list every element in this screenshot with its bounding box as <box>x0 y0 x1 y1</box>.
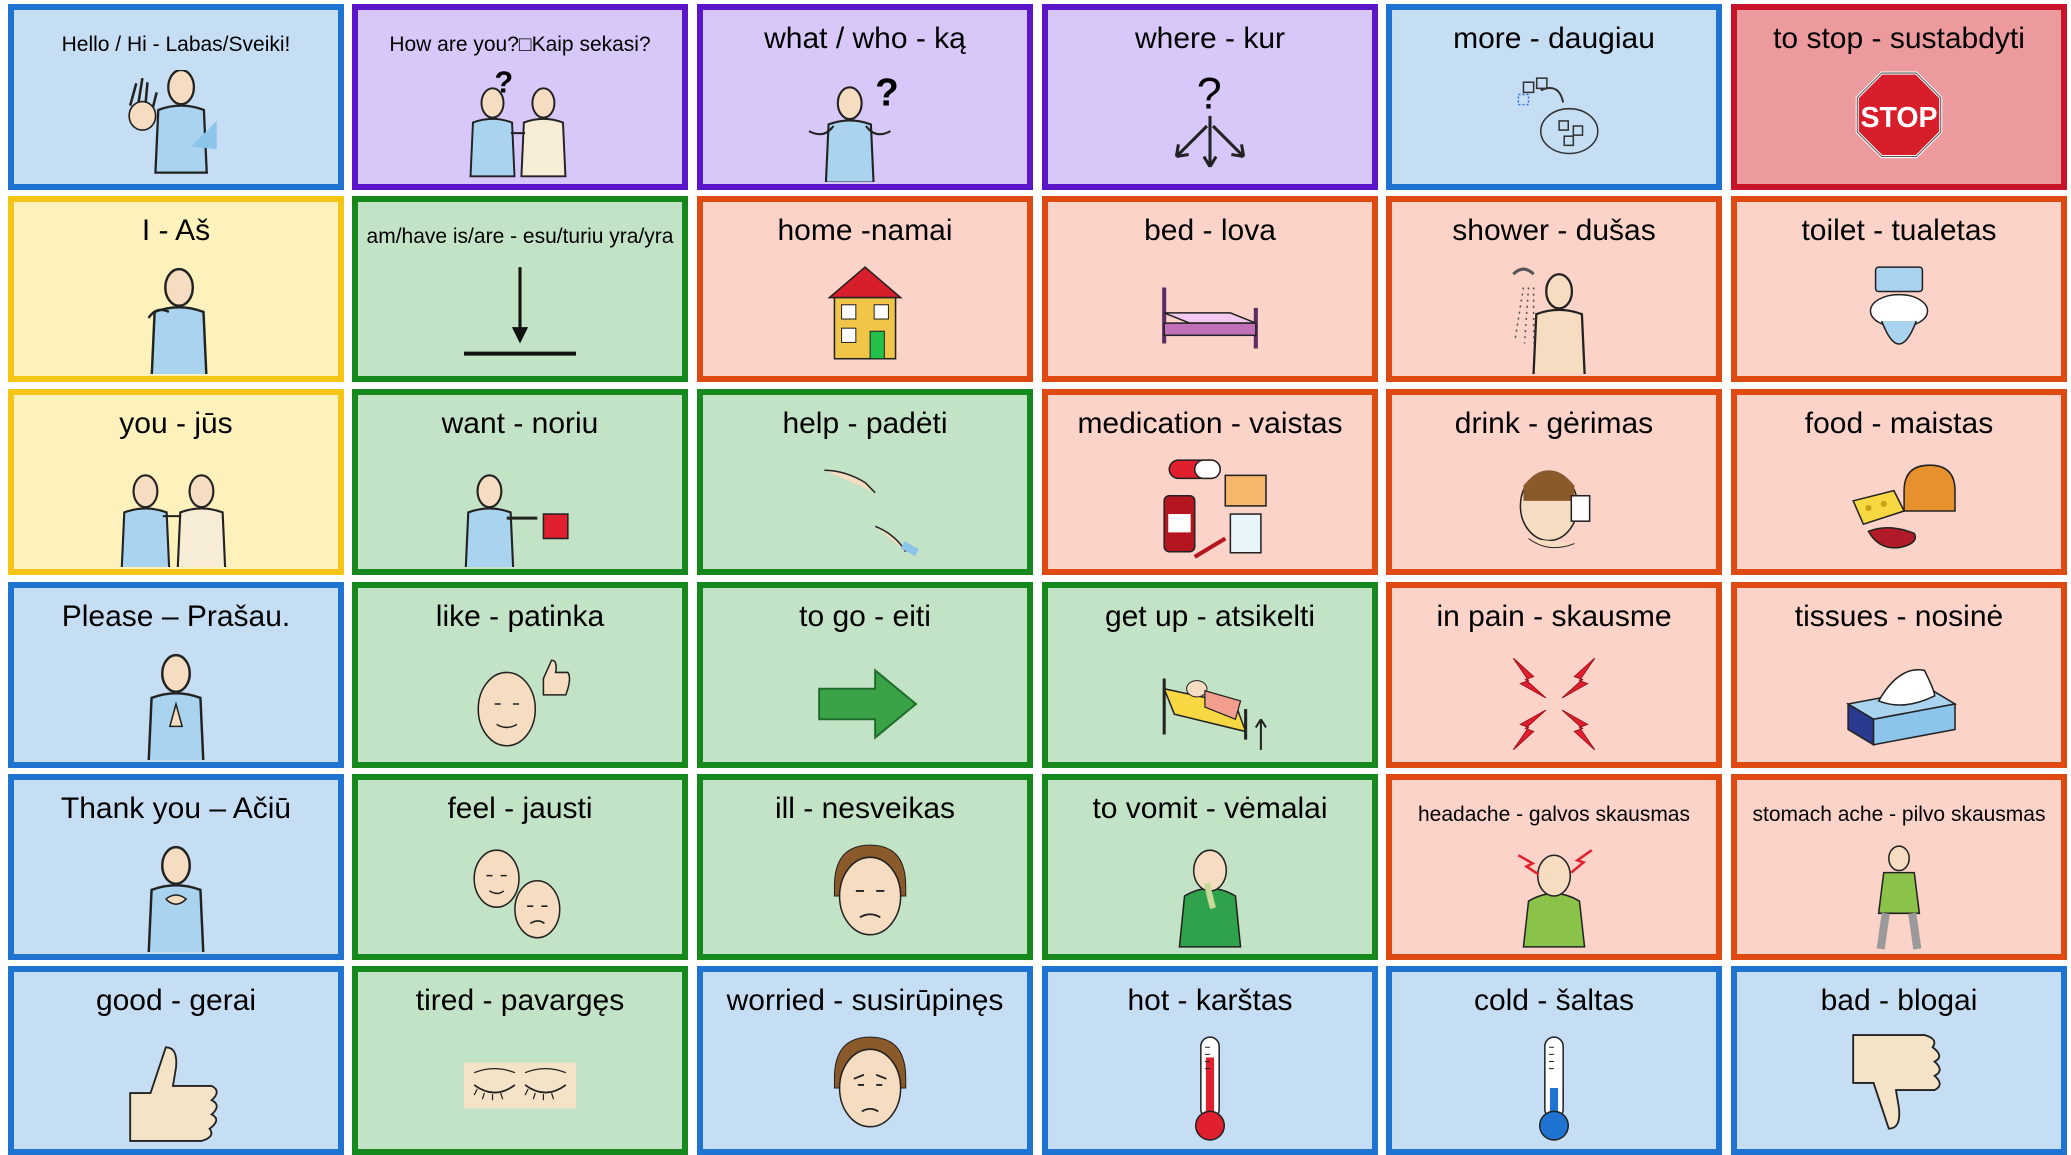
symbol-cell[interactable] <box>1386 389 1722 575</box>
symbol-cell[interactable] <box>1042 389 1378 575</box>
symbol-cell[interactable] <box>352 389 688 575</box>
stop-sign-icon <box>1819 70 1979 187</box>
symbol-label: drink - gėrimas <box>1454 407 1654 440</box>
medication-icon <box>1130 455 1290 572</box>
symbol-label: feel - jausti <box>447 792 593 825</box>
symbol-label: cold - šaltas <box>1473 984 1635 1017</box>
stomach-ache-person-icon <box>1819 840 1979 957</box>
reaching-person-icon <box>440 455 600 572</box>
symbol-label: medication - vaistas <box>1077 407 1343 440</box>
lightning-pain-icon <box>1474 648 1634 765</box>
thumbs-up-icon <box>96 1032 256 1149</box>
symbol-cell[interactable] <box>8 196 344 382</box>
symbol-label: stomach ache - pilvo skausmas <box>1752 803 2046 826</box>
face-thumb-up-icon <box>440 648 600 765</box>
symbol-cell[interactable] <box>8 966 344 1155</box>
symbol-cell[interactable] <box>352 4 688 190</box>
symbol-cell[interactable] <box>1731 774 2067 960</box>
self-pointing-person-icon <box>96 262 256 379</box>
symbol-label: what / who - ką <box>764 22 966 55</box>
symbol-cell[interactable] <box>8 389 344 575</box>
symbol-label: I - Aš <box>141 214 211 247</box>
symbol-cell[interactable] <box>8 582 344 768</box>
toilet-icon <box>1819 262 1979 379</box>
symbol-label: toilet - tualetas <box>1801 214 1997 247</box>
symbol-cell[interactable] <box>697 582 1033 768</box>
symbol-cell[interactable] <box>1042 774 1378 960</box>
symbol-cell[interactable] <box>1042 966 1378 1155</box>
symbol-label: am/have is/are - esu/turiu yra/yra <box>366 225 674 248</box>
symbol-cell[interactable] <box>352 966 688 1155</box>
symbol-label: ill - nesveikas <box>774 792 956 825</box>
question-arrows-icon <box>1130 70 1290 187</box>
symbol-cell[interactable] <box>1386 582 1722 768</box>
waving-person-icon <box>96 70 256 187</box>
ill-face-icon <box>785 840 945 957</box>
symbol-cell[interactable] <box>1386 774 1722 960</box>
symbol-cell[interactable] <box>697 774 1033 960</box>
praying-hands-person-icon <box>96 648 256 765</box>
symbol-label: in pain - skausme <box>1436 600 1672 633</box>
symbol-cell[interactable] <box>1042 582 1378 768</box>
symbol-cell[interactable] <box>8 774 344 960</box>
symbol-label: you - jūs <box>119 407 233 440</box>
svg-text:?: ? <box>875 71 899 115</box>
headache-person-icon <box>1474 840 1634 957</box>
symbol-label: to go - eiti <box>799 600 931 633</box>
symbol-label: more - daugiau <box>1453 22 1655 55</box>
bed-icon <box>1130 262 1290 379</box>
symbol-label: shower - dušas <box>1452 214 1656 247</box>
symbol-label: want - noriu <box>441 407 599 440</box>
symbol-label: Hello / Hi - Labas/Sveiki! <box>61 33 291 56</box>
symbol-label: bad - blogai <box>1820 984 1978 1017</box>
symbol-label: to vomit - vėmalai <box>1092 792 1328 825</box>
more-squares-icon <box>1474 70 1634 187</box>
symbol-label: good - gerai <box>95 984 257 1017</box>
symbol-cell[interactable] <box>8 4 344 190</box>
symbol-cell[interactable] <box>1042 4 1378 190</box>
vomiting-person-icon <box>1130 840 1290 957</box>
worried-face-icon <box>785 1032 945 1149</box>
symbol-cell[interactable] <box>1386 4 1722 190</box>
thumbs-down-icon <box>1819 1032 1979 1149</box>
svg-text:?: ? <box>1196 70 1222 119</box>
shower-icon <box>1474 262 1634 379</box>
symbol-cell[interactable] <box>1731 4 2067 190</box>
symbol-cell[interactable] <box>697 4 1033 190</box>
symbol-cell[interactable] <box>352 196 688 382</box>
symbol-cell[interactable] <box>352 774 688 960</box>
svg-text:?: ? <box>494 70 514 100</box>
house-icon <box>785 262 945 379</box>
symbol-label: like - patinka <box>435 600 605 633</box>
symbol-label: worried - susirūpinęs <box>726 984 1004 1017</box>
symbol-label: where - kur <box>1134 22 1286 55</box>
symbol-cell[interactable] <box>697 196 1033 382</box>
symbol-label: Thank you – Ačiū <box>60 792 292 825</box>
symbol-label: How are you?□Kaip sekasi? <box>389 33 651 56</box>
thank-you-person-icon <box>96 840 256 957</box>
helping-hands-icon <box>785 455 945 572</box>
symbol-cell[interactable] <box>697 389 1033 575</box>
right-arrow-icon <box>785 648 945 765</box>
symbol-cell[interactable] <box>352 582 688 768</box>
symbol-label: help - padėti <box>782 407 948 440</box>
symbol-cell[interactable] <box>697 966 1033 1155</box>
symbol-label: hot - karštas <box>1127 984 1293 1017</box>
getting-up-bed-icon <box>1130 648 1290 765</box>
symbol-label: home -namai <box>777 214 953 247</box>
two-faces-icon <box>440 840 600 957</box>
symbol-cell[interactable] <box>1731 196 2067 382</box>
symbol-label: tired - pavargęs <box>415 984 625 1017</box>
symbol-label: tissues - nosinė <box>1794 600 2004 633</box>
symbol-cell[interactable] <box>1386 966 1722 1155</box>
cold-thermometer-icon <box>1474 1032 1634 1149</box>
symbol-label: to stop - sustabdyti <box>1773 22 2025 55</box>
food-icon <box>1819 455 1979 572</box>
symbol-label: bed - lova <box>1144 214 1276 247</box>
question-person-pointing-icon <box>440 70 600 187</box>
pointing-at-other-icon <box>96 455 256 572</box>
symbol-label: get up - atsikelti <box>1104 600 1316 633</box>
svg-text:STOP: STOP <box>1860 102 1938 135</box>
symbol-cell[interactable] <box>1042 196 1378 382</box>
drinking-person-icon <box>1474 455 1634 572</box>
symbol-cell[interactable] <box>1731 966 2067 1155</box>
tissue-box-icon <box>1819 648 1979 765</box>
shrugging-person-icon <box>785 70 945 187</box>
down-arrow-bar-icon <box>440 262 600 379</box>
symbol-label: Please – Prašau. <box>61 600 291 633</box>
hot-thermometer-icon <box>1130 1032 1290 1149</box>
symbol-cell[interactable] <box>1386 196 1722 382</box>
symbol-cell[interactable] <box>1731 582 2067 768</box>
symbol-cell[interactable] <box>1731 389 2067 575</box>
closed-eyes-icon <box>440 1032 600 1149</box>
symbol-label: headache - galvos skausmas <box>1418 803 1690 826</box>
symbol-label: food - maistas <box>1804 407 1994 440</box>
